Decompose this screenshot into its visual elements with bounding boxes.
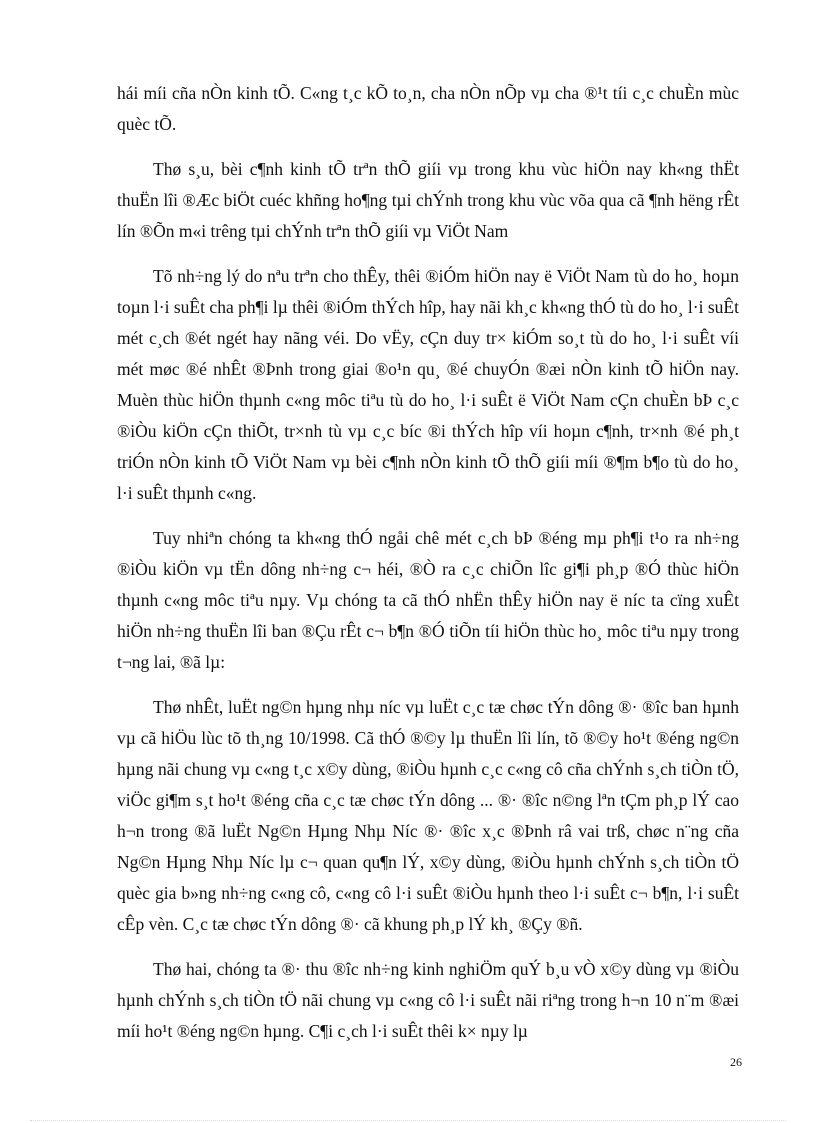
page-number: 26 [730, 1055, 742, 1069]
body-text [117, 78, 739, 1061]
paragraph-sixth-point: Thø s¸u, bèi c¶nh kinh tÕ trªn thÕ giíi vµ trong khu vùc hiÖn nay kh«ng thËt thuËn lîi ®Æc biÖt cuéc khñng ho¶ng tµi chÝnh trong khu vùc võa qua cã ¶nh hëng rÊt lín ®Õn m«i trêng tµi chÝnh trªn thÕ giíi vµ ViÖt Nam [117, 159, 739, 241]
paragraph-first-advantage: Thø nhÊt, luËt ng©n hµng nhµ níc vµ luËt c¸c tæ chøc tÝn dông ®· ®îc ban hµnh vµ cã hiÖu lùc tõ th¸ng 10/1998. Cã thÓ ®©y lµ thuËn lîi lín, tõ ®©y ho¹t ®éng ng©n hµng nãi chung vµ c«ng t¸c x©y dùng, ®iÒu hµnh c¸c c«ng cô cña chÝnh s¸ch tiÒn tÖ, viÖc gi¶m s¸t ho¹t ®éng cña c¸c tæ chøc tÝn dông ... ®· ®îc n©ng lªn tÇm ph¸p lÝ cao h¬n trong ®ã luËt Ng©n Hµng Nhµ Níc ®· ®îc x¸c ®Þnh râ vai trß, chøc n¨ng cña Ng©n Hµng Nhµ Níc lµ c¬ quan qu¶n lÝ, x©y dùng, ®iÒu hµnh chÝnh s¸ch tiÒn tÖ quèc gia b»ng nh÷ng c«ng cô, c«ng cô l·i suÊt ®iÒu hµnh theo l·i suÊt c¬ b¶n, l·i suÊt cÊp vèn. C¸c tæ chøc tÝn dông ®· cã khung ph¸p lÝ kh¸ ®Çy ®ñ. [117, 697, 739, 934]
paragraph-conclusion: Tõ nh÷ng lý do nªu trªn cho thÊy, thêi ®iÓm hiÖn nay ë ViÖt Nam tù do ho¸ hoµn toµn l·i suÊt cha ph¶i lµ thêi ®iÓm thÝch hîp, hay nãi kh¸c kh«ng thÓ tù do ho¸ l·i suÊt mét c¸ch ®ét ngét hay nãng véi. Do vËy, cÇn duy tr× kiÓm so¸t tù do ho¸ l·i suÊt víi mét møc ®é nhÊt ®Þnh trong giai ®o¹n qu¸ ®é chuyÓn ®æi nÒn kinh tÕ hiÖn nay. Muèn thùc hiÖn thµnh c«ng môc tiªu tù do ho¸ l·i suÊt ë ViÖt Nam cÇn chuÈn bÞ c¸c ®iÒu kiÖn cÇn thiÕt, tr×nh tù vµ c¸c bíc ®i thÝch hîp víi hoµn c¶nh, tr×nh ®é ph¸t triÓn nÒn kinh tÕ ViÖt Nam vµ bèi c¶nh nÒn kinh tÕ thÕ giíi míi ®¶m b¶o tù do ho¸ l·i suÊt thµnh c«ng. [117, 266, 739, 503]
paragraph-continuation: hái míi cña nÒn kinh tÕ. C«ng t¸c kÕ to¸n, cha nÒn nÕp vµ cha ®¹t tíi c¸c chuÈn mùc quèc tÕ. [117, 83, 739, 134]
paragraph-however: Tuy nhiªn chóng ta kh«ng thÓ ngåi chê mét c¸ch bÞ ®éng mµ ph¶i t¹o ra nh÷ng ®iÒu kiÖn vµ tËn dông nh÷ng c¬ héi, ®Ò ra c¸c chiÕn lîc gi¶i ph¸p ®Ó thùc hiÖn thµnh c«ng môc tiªu nµy. Vµ chóng ta cã thÓ nhËn thÊy hiÖn nay ë níc ta cïng xuÊt hiÖn nh÷ng thuËn lîi ban ®Çu rÊt c¬ b¶n ®Ó tiÕn tíi hiÖn thùc ho¸ môc tiªu nµy trong t¬ng lai, ®ã lµ: [117, 528, 739, 672]
page-bottom-divider [30, 1120, 786, 1121]
paragraph-second-advantage: Thø hai, chóng ta ®· thu ®îc nh÷ng kinh nghiÖm quÝ b¸u vÒ x©y dùng vµ ®iÒu hµnh chÝnh s¸ch tiÒn tÖ nãi chung vµ c«ng cô l·i suÊt nãi riªng trong h¬n 10 n¨m ®æi míi ho¹t ®éng ng©n hµng. C¶i c¸ch l·i suÊt thêi k× nµy lµ [117, 959, 739, 1041]
